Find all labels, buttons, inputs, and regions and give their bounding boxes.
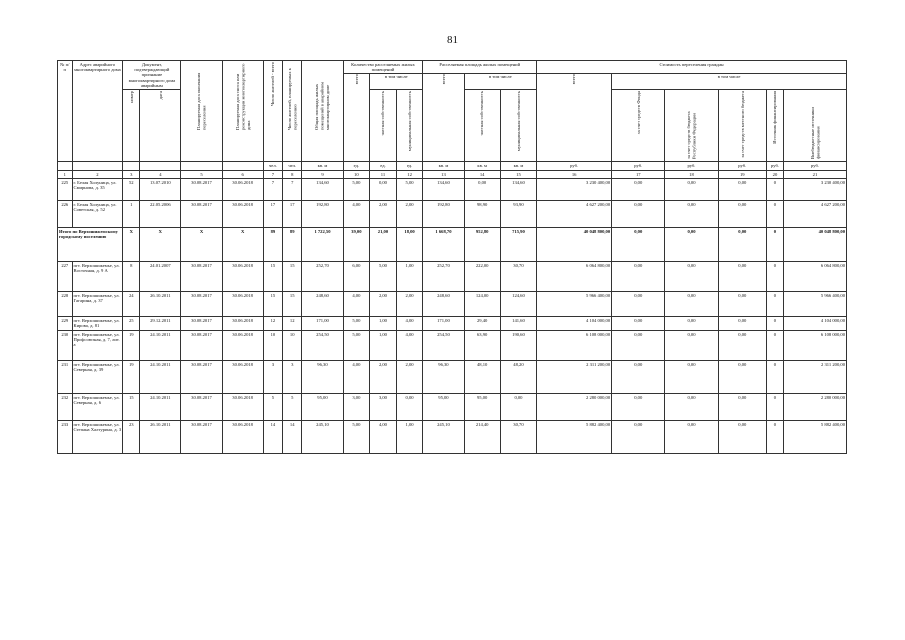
cell-s1: 5 966 400,00	[537, 292, 612, 317]
header-area-total: всего	[423, 73, 464, 161]
unit-cell	[72, 162, 123, 171]
cell-r2: 17	[283, 201, 302, 228]
cell-r2: 12	[283, 317, 302, 331]
cell-num: 25	[123, 317, 140, 331]
cell-s1: 5 882 400,00	[537, 421, 612, 454]
cell-n: 227	[58, 262, 73, 292]
cell-s5: 0	[766, 179, 783, 201]
cell-c3: 1,00	[396, 421, 423, 454]
total-cell-area: 1 722,50	[302, 228, 343, 262]
cell-n: 228	[58, 292, 73, 317]
total-cell-s2: 0,00	[612, 228, 665, 262]
total-cell-s6: 40 048 800,00	[783, 228, 846, 262]
resettlement-table	[57, 60, 847, 454]
cell-num: 23	[123, 421, 140, 454]
column-number-cell: 4	[140, 171, 181, 179]
cell-s4: 0,00	[718, 421, 766, 454]
cell-s2: 0,00	[612, 361, 665, 394]
column-number-cell: 20	[766, 171, 783, 179]
cell-s6: 5 882 400,00	[783, 421, 846, 454]
header-cost-total: всего	[537, 73, 612, 161]
cell-d2: 30.06.2018	[222, 262, 263, 292]
cell-c2: 4,00	[370, 421, 397, 454]
header-cost-other: Источник финансирования	[766, 90, 783, 162]
cell-s3: 0,00	[665, 292, 718, 317]
cell-d1: 30.08.2017	[181, 201, 222, 228]
cell-date: 24.01.2007	[140, 262, 181, 292]
cell-s6: 6 064 800,00	[783, 262, 846, 292]
cell-addr: пгт. Верхошижемье, ул. Восточная, д. 9 А	[72, 262, 123, 292]
cell-s2: 0,00	[612, 331, 665, 361]
cell-c2: 5,00	[370, 262, 397, 292]
cell-r2: 3	[283, 361, 302, 394]
unit-cell: руб.	[537, 162, 612, 171]
cell-s5: 0	[766, 201, 783, 228]
total-row	[58, 228, 847, 262]
unit-cell: чел.	[283, 162, 302, 171]
column-number-cell: 6	[222, 171, 263, 179]
cell-s4: 0,00	[718, 179, 766, 201]
column-number-cell: 9	[302, 171, 343, 179]
cell-c3: 2,00	[396, 292, 423, 317]
total-cell-d2: X	[222, 228, 263, 262]
cell-a3: 93,90	[500, 201, 536, 228]
cell-s4: 0,00	[718, 317, 766, 331]
table-row	[58, 421, 847, 454]
table-row	[58, 201, 847, 228]
cell-n: 233	[58, 421, 73, 454]
units-row	[58, 162, 847, 171]
column-number-cell: 3	[123, 171, 140, 179]
cell-d1: 30.08.2017	[181, 421, 222, 454]
cell-a1: 95,00	[423, 394, 464, 421]
cell-c3: 1,00	[396, 262, 423, 292]
header-count-group: Количество расселяемых жилых помещений	[343, 61, 423, 74]
cell-a2: 48,10	[464, 361, 500, 394]
cell-c3: 2,00	[396, 201, 423, 228]
total-cell-c3: 18,00	[396, 228, 423, 262]
cell-c2: 2,00	[370, 292, 397, 317]
cell-num: 8	[123, 262, 140, 292]
header-area-including: в том числе	[464, 73, 537, 89]
unit-cell: кв. м	[464, 162, 500, 171]
header-cost-local: за счет средств местного бюджета	[718, 90, 766, 162]
cell-d1: 30.08.2017	[181, 262, 222, 292]
cell-s2: 0,00	[612, 201, 665, 228]
cell-a3: 48,20	[500, 361, 536, 394]
cell-s1: 6 108 000,00	[537, 331, 612, 361]
cell-a1: 96,30	[423, 361, 464, 394]
cell-r1: 15	[263, 262, 282, 292]
unit-cell	[58, 162, 73, 171]
cell-num: 52	[123, 179, 140, 201]
table-row	[58, 361, 847, 394]
header-area-group: Расселяемая площадь жилых помещений	[423, 61, 537, 74]
cell-s1: 4 104 000,00	[537, 317, 612, 331]
cell-a1: 254,50	[423, 331, 464, 361]
cell-d2: 30.06.2018	[222, 394, 263, 421]
cell-r2: 5	[283, 394, 302, 421]
header-cost-fund: за счет средств Фонда	[612, 90, 665, 162]
header-count-municipal: муниципальная собственность	[396, 90, 423, 162]
cell-date: 24.10.2011	[140, 331, 181, 361]
column-number-cell: 16	[537, 171, 612, 179]
total-cell-r1: 89	[263, 228, 282, 262]
table-row	[58, 331, 847, 361]
cell-s5: 0	[766, 394, 783, 421]
total-cell-a1: 1 668,70	[423, 228, 464, 262]
cell-date: 13.07.2010	[140, 179, 181, 201]
total-cell-a3: 715,90	[500, 228, 536, 262]
cell-addr: г. Белая Холуница, ул. Смирнова, д. 35	[72, 179, 123, 201]
header-residents-total: Число жителей - всего	[263, 61, 282, 162]
table-row	[58, 394, 847, 421]
total-cell-num: X	[123, 228, 140, 262]
unit-cell: кв. м	[302, 162, 343, 171]
cell-a2: 222,00	[464, 262, 500, 292]
header-document: Документ, подтверждающий признание многоквартирного дома аварийным	[123, 61, 181, 90]
header-residents-planned: Число жителей, планируемых к переселению	[283, 61, 302, 162]
cell-c2: 0,00	[370, 179, 397, 201]
cell-r2: 15	[283, 292, 302, 317]
unit-cell	[140, 162, 181, 171]
total-cell-c1: 39,00	[343, 228, 370, 262]
header-count-private: частная собственность	[370, 90, 397, 162]
cell-c2: 1,00	[370, 331, 397, 361]
unit-cell	[222, 162, 263, 171]
unit-cell: чел.	[263, 162, 282, 171]
cell-area: 171,00	[302, 317, 343, 331]
cell-c1: 4,00	[343, 361, 370, 394]
cell-r1: 5	[263, 394, 282, 421]
cell-c2: 3,00	[370, 394, 397, 421]
total-cell-r2: 89	[283, 228, 302, 262]
cell-n: 232	[58, 394, 73, 421]
table-row	[58, 317, 847, 331]
cell-s6: 5 966 400,00	[783, 292, 846, 317]
total-label: Итого по Верхошижемскому городскому поселению	[58, 228, 123, 262]
cell-num: 15	[123, 394, 140, 421]
cell-n: 231	[58, 361, 73, 394]
cell-s6: 6 108 000,00	[783, 331, 846, 361]
total-cell-a2: 952,80	[464, 228, 500, 262]
cell-c1: 4,00	[343, 201, 370, 228]
total-cell-c2: 21,00	[370, 228, 397, 262]
unit-cell: кв. м	[423, 162, 464, 171]
unit-cell	[181, 162, 222, 171]
cell-a2: 29,40	[464, 317, 500, 331]
cell-n: 230	[58, 331, 73, 361]
cell-c1: 5,00	[343, 421, 370, 454]
column-number-cell: 21	[783, 171, 846, 179]
cell-c2: 1,00	[370, 317, 397, 331]
cell-n: 226	[58, 201, 73, 228]
unit-cell: руб.	[783, 162, 846, 171]
header-cost-group: Стоимость переселения граждан	[537, 61, 847, 74]
cell-date: 26.10.2011	[140, 292, 181, 317]
cell-s2: 0,00	[612, 292, 665, 317]
cell-num: 19	[123, 361, 140, 394]
header-doc-date: дата	[140, 90, 181, 162]
cell-s2: 0,00	[612, 394, 665, 421]
header-total-area: Общая площадь жилых помещений в аварийном многоквартирном доме	[302, 61, 343, 162]
cell-s3: 0,00	[665, 201, 718, 228]
cell-s4: 0,00	[718, 201, 766, 228]
total-cell-s1: 40 048 800,00	[537, 228, 612, 262]
total-cell-date: X	[140, 228, 181, 262]
cell-a3: 124,60	[500, 292, 536, 317]
cell-s5: 0	[766, 331, 783, 361]
cell-c3: 0,00	[396, 394, 423, 421]
cell-r2: 15	[283, 262, 302, 292]
cell-a3: 0,00	[500, 394, 536, 421]
cell-area: 96,30	[302, 361, 343, 394]
cell-c2: 2,00	[370, 201, 397, 228]
table-row	[58, 262, 847, 292]
unit-cell	[123, 162, 140, 171]
cell-c1: 6,00	[343, 262, 370, 292]
cell-s3: 0,00	[665, 262, 718, 292]
cell-a3: 30,70	[500, 421, 536, 454]
cell-a2: 214,40	[464, 421, 500, 454]
cell-addr: пгт. Верхошижемье, ул. Северная, д. 39	[72, 361, 123, 394]
cell-d2: 30.06.2018	[222, 201, 263, 228]
cell-a1: 192,80	[423, 201, 464, 228]
header-planned-demolition: Планируемая дата сноса или реконструкции многоквартирного дома	[222, 61, 263, 162]
cell-r2: 14	[283, 421, 302, 454]
header-cost-including: в том числе	[612, 73, 847, 89]
cell-d1: 30.08.2017	[181, 331, 222, 361]
cell-r1: 12	[263, 317, 282, 331]
header-cost-extra: Внебюджетные источники финансирования	[783, 90, 846, 162]
cell-s3: 0,00	[665, 317, 718, 331]
cell-s2: 0,00	[612, 317, 665, 331]
cell-a2: 0,00	[464, 179, 500, 201]
cell-s3: 0,00	[665, 421, 718, 454]
cell-area: 245,10	[302, 421, 343, 454]
cell-r1: 3	[263, 361, 282, 394]
unit-cell: руб.	[665, 162, 718, 171]
cell-s4: 0,00	[718, 262, 766, 292]
cell-addr: пгт. Верхошижемье, ул. Профсоюзная, д. 7, лит. а	[72, 331, 123, 361]
cell-d2: 30.06.2018	[222, 317, 263, 331]
unit-cell: руб.	[718, 162, 766, 171]
cell-d2: 30.06.2018	[222, 361, 263, 394]
header-area-municipal: муниципальная собственность	[500, 90, 536, 162]
cell-c3: 4,00	[396, 331, 423, 361]
header-planned-resettlement: Планируемая дата окончания переселения	[181, 61, 222, 162]
cell-a1: 252,70	[423, 262, 464, 292]
cell-a3: 30,70	[500, 262, 536, 292]
cell-a1: 171,00	[423, 317, 464, 331]
column-number-cell: 18	[665, 171, 718, 179]
cell-r1: 14	[263, 421, 282, 454]
cell-a1: 245,10	[423, 421, 464, 454]
column-number-cell: 8	[283, 171, 302, 179]
cell-c1: 5,00	[343, 179, 370, 201]
cell-s4: 0,00	[718, 394, 766, 421]
cell-s4: 0,00	[718, 361, 766, 394]
cell-area: 254,50	[302, 331, 343, 361]
cell-d1: 30.08.2017	[181, 361, 222, 394]
cell-r1: 15	[263, 292, 282, 317]
cell-addr: пгт. Верхошижемье, ул. Кирова, д. 81	[72, 317, 123, 331]
cell-d1: 30.08.2017	[181, 292, 222, 317]
cell-d1: 30.08.2017	[181, 394, 222, 421]
column-number-cell: 14	[464, 171, 500, 179]
cell-s4: 0,00	[718, 292, 766, 317]
cell-d2: 30.06.2018	[222, 179, 263, 201]
cell-s1: 3 230 400,00	[537, 179, 612, 201]
column-number-cell: 11	[370, 171, 397, 179]
cell-s5: 0	[766, 262, 783, 292]
table-row	[58, 179, 847, 201]
cell-date: 22.05.2006	[140, 201, 181, 228]
cell-r1: 10	[263, 331, 282, 361]
cell-s5: 0	[766, 292, 783, 317]
total-cell-s3: 0,00	[665, 228, 718, 262]
cell-d2: 30.06.2018	[222, 331, 263, 361]
cell-s3: 0,00	[665, 179, 718, 201]
cell-addr: пгт. Верхошижемье, ул. Гагарина, д. 37	[72, 292, 123, 317]
cell-r1: 7	[263, 179, 282, 201]
cell-d1: 30.08.2017	[181, 317, 222, 331]
cell-area: 192,80	[302, 201, 343, 228]
cell-c3: 4,00	[396, 317, 423, 331]
cell-s1: 4 627 200,00	[537, 201, 612, 228]
cell-s1: 6 064 800,00	[537, 262, 612, 292]
cell-c1: 5,00	[343, 317, 370, 331]
cell-num: 24	[123, 292, 140, 317]
cell-d1: 30.08.2017	[181, 179, 222, 201]
column-number-cell: 13	[423, 171, 464, 179]
cell-n: 225	[58, 179, 73, 201]
column-number-cell: 17	[612, 171, 665, 179]
total-cell-s4: 0,00	[718, 228, 766, 262]
cell-s2: 0,00	[612, 179, 665, 201]
header-count-total: всего	[343, 73, 370, 161]
cell-num: 1	[123, 201, 140, 228]
cell-s2: 0,00	[612, 421, 665, 454]
unit-cell: руб.	[766, 162, 783, 171]
total-cell-s5: 0	[766, 228, 783, 262]
cell-area: 95,00	[302, 394, 343, 421]
cell-a2: 98,90	[464, 201, 500, 228]
total-cell-d1: X	[181, 228, 222, 262]
column-numbers-row	[58, 171, 847, 179]
cell-r1: 17	[263, 201, 282, 228]
unit-cell: руб.	[612, 162, 665, 171]
unit-cell: ед.	[343, 162, 370, 171]
cell-s6: 4 104 000,00	[783, 317, 846, 331]
cell-a2: 63,90	[464, 331, 500, 361]
column-number-cell: 7	[263, 171, 282, 179]
column-number-cell: 1	[58, 171, 73, 179]
cell-a1: 134,60	[423, 179, 464, 201]
cell-addr: пгт. Верхошижемье, ул. Степана Халтурина, д. 3	[72, 421, 123, 454]
cell-c1: 5,00	[343, 331, 370, 361]
cell-c2: 2,00	[370, 361, 397, 394]
cell-num: 19	[123, 331, 140, 361]
column-number-cell: 2	[72, 171, 123, 179]
cell-s3: 0,00	[665, 394, 718, 421]
cell-s6: 2 311 200,00	[783, 361, 846, 394]
page-number: 81	[447, 34, 458, 46]
cell-date: 24.10.2011	[140, 361, 181, 394]
header-count-including: в том числе	[370, 73, 423, 89]
cell-date: 24.10.2011	[140, 394, 181, 421]
cell-r2: 10	[283, 331, 302, 361]
cell-s6: 2 280 000,00	[783, 394, 846, 421]
column-number-cell: 10	[343, 171, 370, 179]
cell-c1: 4,00	[343, 292, 370, 317]
cell-n: 229	[58, 317, 73, 331]
cell-a3: 134,60	[500, 179, 536, 201]
cell-s3: 0,00	[665, 361, 718, 394]
cell-area: 248,60	[302, 292, 343, 317]
cell-a1: 248,60	[423, 292, 464, 317]
column-number-cell: 12	[396, 171, 423, 179]
unit-cell: ед.	[396, 162, 423, 171]
cell-d2: 30.06.2018	[222, 421, 263, 454]
cell-c3: 5,00	[396, 179, 423, 201]
unit-cell: ед.	[370, 162, 397, 171]
column-number-cell: 15	[500, 171, 536, 179]
cell-a2: 124,00	[464, 292, 500, 317]
cell-c3: 2,00	[396, 361, 423, 394]
cell-s1: 2 311 200,00	[537, 361, 612, 394]
header-address: Адрес аварийного многоквартирного дома	[72, 61, 123, 162]
cell-area: 252,70	[302, 262, 343, 292]
column-number-cell: 5	[181, 171, 222, 179]
cell-addr: г. Белая Холуница, ул. Советская, д. 52	[72, 201, 123, 228]
cell-c1: 3,00	[343, 394, 370, 421]
header-area-private: частная собственность	[464, 90, 500, 162]
cell-s3: 0,00	[665, 331, 718, 361]
cell-area: 134,60	[302, 179, 343, 201]
cell-s5: 0	[766, 421, 783, 454]
cell-s4: 0,00	[718, 331, 766, 361]
unit-cell: кв. м	[500, 162, 536, 171]
cell-s5: 0	[766, 317, 783, 331]
cell-r2: 7	[283, 179, 302, 201]
column-number-cell: 19	[718, 171, 766, 179]
cell-d2: 30.06.2018	[222, 292, 263, 317]
cell-a3: 190,60	[500, 331, 536, 361]
cell-a3: 141,60	[500, 317, 536, 331]
cell-s2: 0,00	[612, 262, 665, 292]
header-doc-number: номер	[123, 90, 140, 162]
table-row	[58, 292, 847, 317]
cell-a2: 95,00	[464, 394, 500, 421]
cell-date: 26.10.2011	[140, 421, 181, 454]
cell-s6: 4 627 200,00	[783, 201, 846, 228]
header-cost-region: за счет средств бюджета Республики Федерации	[665, 90, 718, 162]
header-num: № п/п	[58, 61, 73, 162]
cell-s5: 0	[766, 361, 783, 394]
cell-s1: 2 280 000,00	[537, 394, 612, 421]
cell-s6: 3 230 400,00	[783, 179, 846, 201]
cell-date: 29.12.2011	[140, 317, 181, 331]
cell-addr: пгт. Верхошижемье, ул. Северная, д. 6	[72, 394, 123, 421]
